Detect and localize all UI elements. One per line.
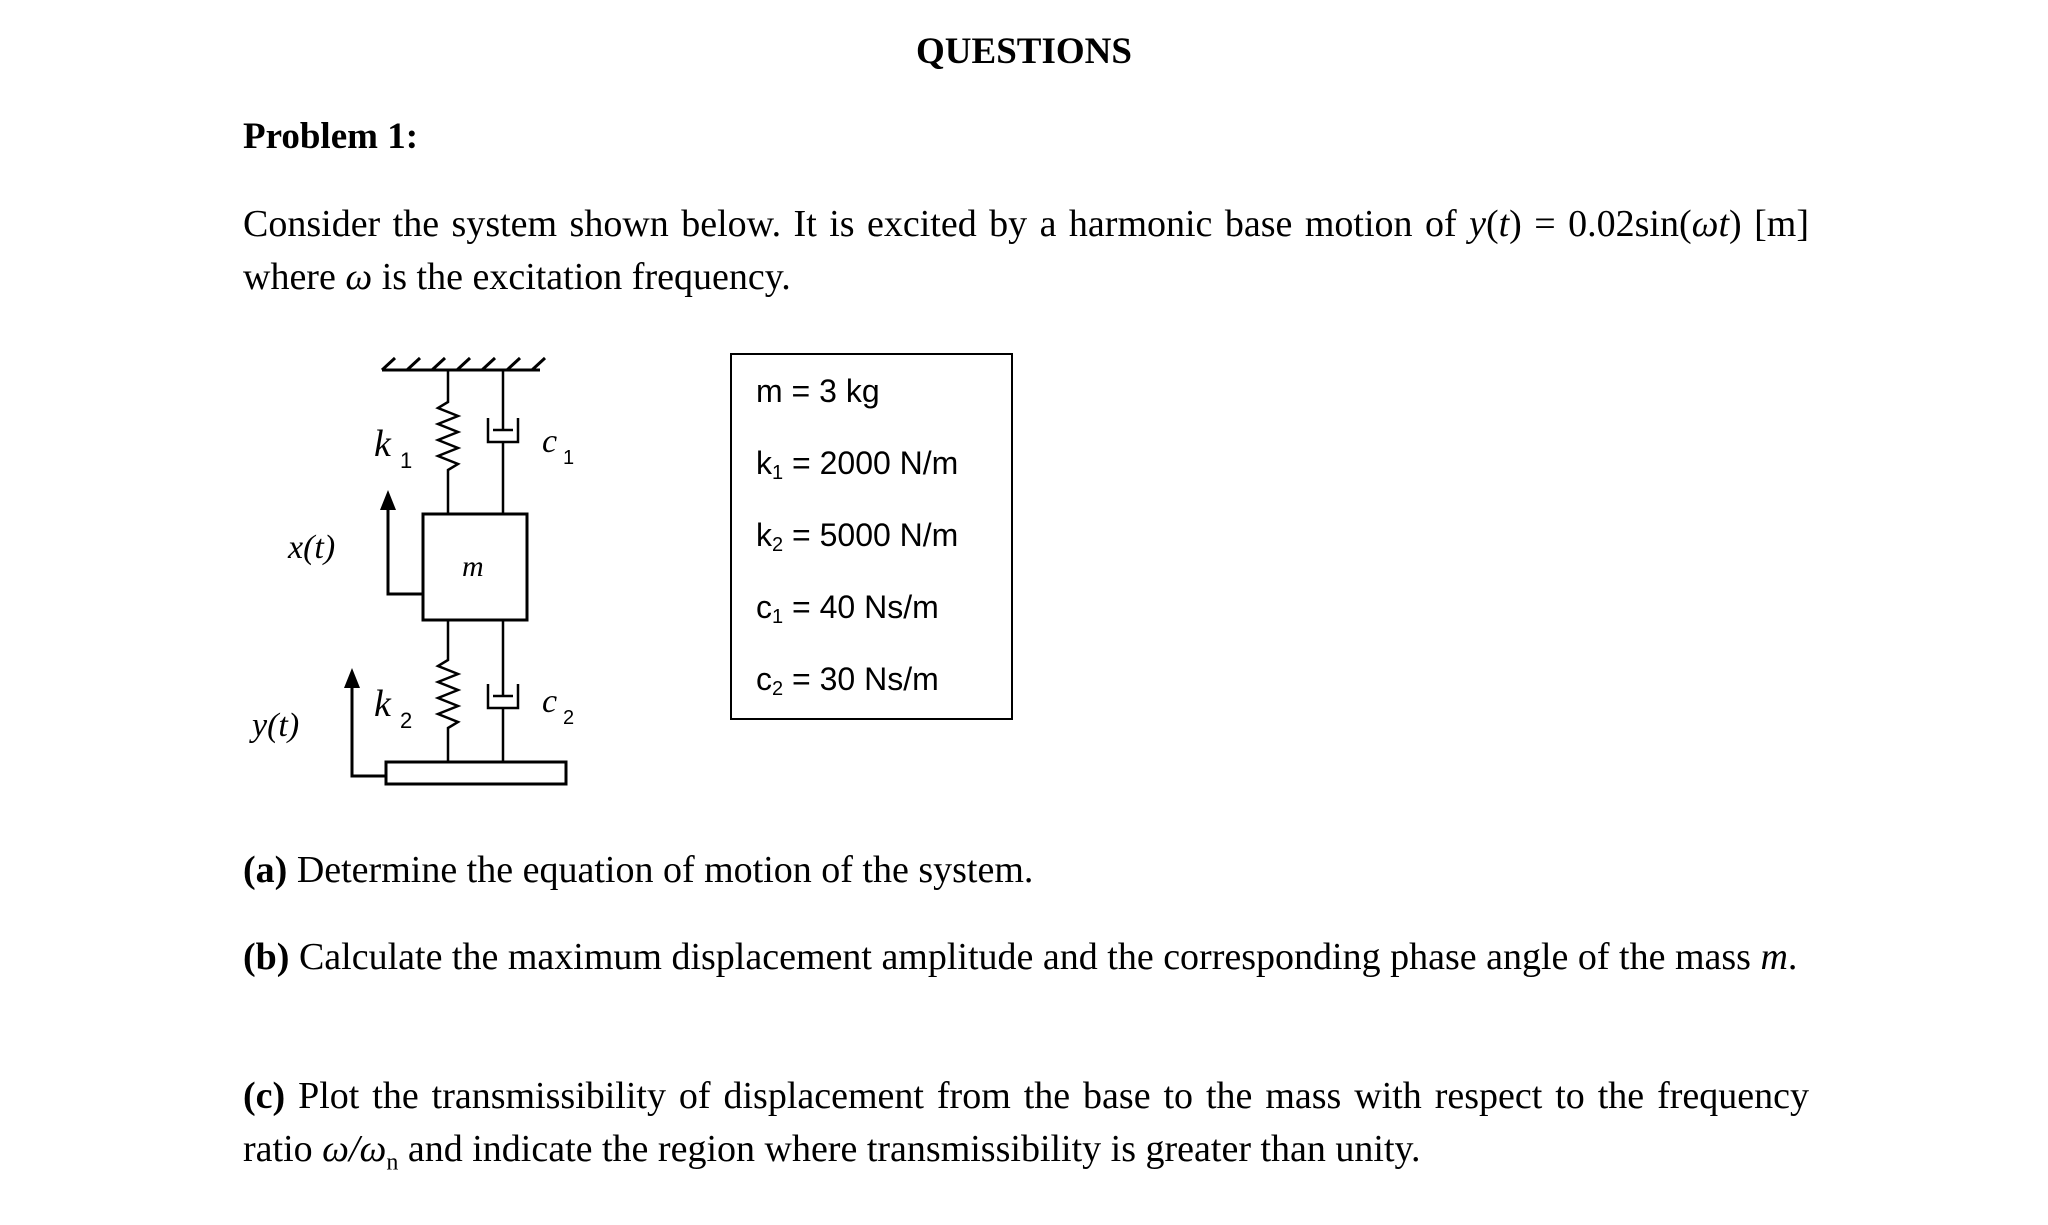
intro-open: ( <box>1485 203 1499 245</box>
y-arrowhead <box>344 668 360 688</box>
y-label: y(t) <box>252 707 300 744</box>
question-c-ratio: ω/ω <box>322 1128 387 1170</box>
parameter-table <box>730 353 1013 720</box>
param-mass: m = 3 kg <box>756 373 880 409</box>
param-c2 <box>756 661 939 701</box>
question-b-end: . <box>1787 936 1798 978</box>
c2-label: c <box>542 683 558 720</box>
intro-text-3: is the excitation frequency. <box>372 256 791 298</box>
c1-subscript: 1 <box>563 447 575 469</box>
param-c1-subscript: 1 <box>772 606 784 628</box>
param-k1-symbol: k <box>756 445 772 481</box>
intro-wt: ωt <box>1691 203 1730 245</box>
question-b-text: Calculate the maximum displacement amplitude and the corresponding phase angle of the mass <box>289 936 1761 978</box>
param-c2-value: = 30 Ns/m <box>783 661 939 697</box>
x-label: x(t) <box>288 529 336 566</box>
question-b-label: (b) <box>243 936 290 978</box>
lower-damper <box>488 620 518 772</box>
c1-label: c <box>542 423 558 460</box>
k1-subscript: 1 <box>400 448 413 473</box>
intro-text-1: Consider the system shown below. It is excited by a harmonic base motion of <box>243 203 1470 245</box>
param-k2-value: = 5000 N/m <box>783 517 959 553</box>
page-heading: QUESTIONS <box>916 31 1132 72</box>
param-c1-symbol: c <box>756 589 772 625</box>
param-c1 <box>756 589 939 629</box>
k1-label: k <box>374 423 391 465</box>
intro-text-2: [m] where <box>243 203 1809 298</box>
fixed-ceiling <box>370 358 580 370</box>
spring-damper-diagram <box>240 340 620 800</box>
intro-close: ) <box>1729 203 1742 245</box>
param-k1-subscript: 1 <box>772 462 784 484</box>
question-c <box>243 1070 1809 1190</box>
intro-omega: ω <box>345 256 373 298</box>
upper-damper <box>488 370 518 514</box>
intro-mid: ) = 0.02sin( <box>1509 203 1692 245</box>
x-displacement-arrow <box>388 510 423 594</box>
lower-spring <box>438 620 458 772</box>
param-k2-symbol: k <box>756 517 772 553</box>
question-c-end: and indicate the region where transmissibility is greater than unity. <box>398 1128 1421 1170</box>
param-c2-subscript: 2 <box>772 678 784 700</box>
upper-spring <box>438 370 458 514</box>
problem-statement <box>243 198 1809 304</box>
param-c1-value: = 40 Ns/m <box>783 589 939 625</box>
param-k1-value: = 2000 N/m <box>783 445 959 481</box>
k2-subscript: 2 <box>400 708 413 733</box>
param-c2-symbol: c <box>756 661 772 697</box>
question-c-text: Plot the transmissibility of displacement from the base to the mass with respect to the frequency ratio <box>243 1075 1809 1170</box>
question-a-text: Determine the equation of motion of the system. <box>287 849 1034 891</box>
question-a <box>243 844 1809 897</box>
intro-t: t <box>1498 203 1510 245</box>
c2-subscript: 2 <box>563 707 575 729</box>
question-b <box>243 931 1809 984</box>
moving-base <box>386 762 566 784</box>
question-c-subscript: n <box>386 1149 399 1176</box>
param-k2-subscript: 2 <box>772 534 784 556</box>
x-arrowhead <box>380 490 396 510</box>
question-a-label: (a) <box>243 849 288 891</box>
mass-label: m <box>462 550 484 583</box>
param-k2 <box>756 517 958 557</box>
question-b-mass: m <box>1760 936 1788 978</box>
k2-label: k <box>374 683 391 725</box>
param-k1 <box>756 445 958 485</box>
problem-title: Problem 1: <box>243 116 419 157</box>
question-c-label: (c) <box>243 1075 286 1117</box>
intro-y: y <box>1469 203 1486 245</box>
